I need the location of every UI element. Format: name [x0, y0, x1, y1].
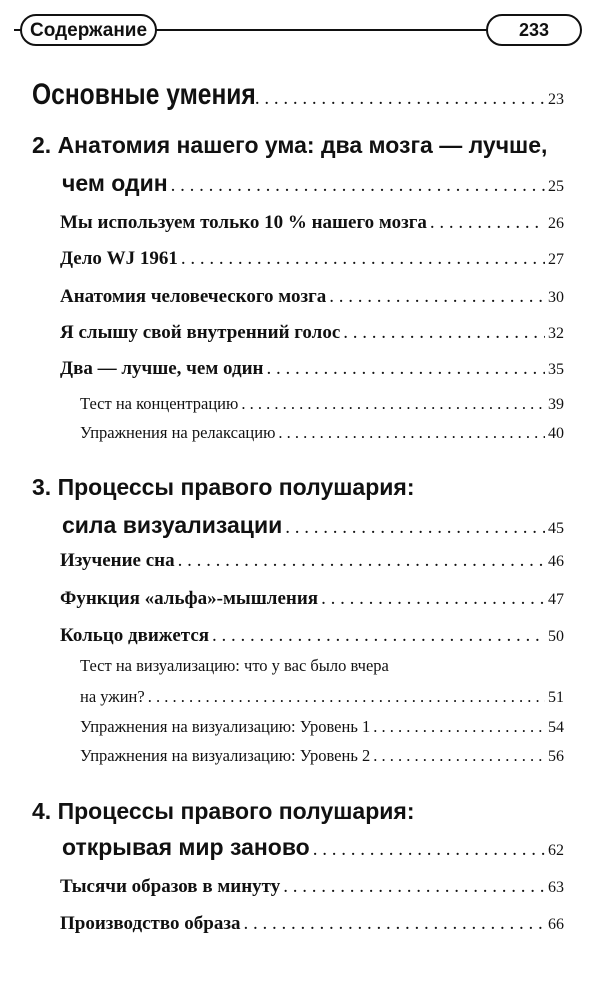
- toc-leader: [212, 625, 545, 647]
- toc-section-entry: [60, 248, 564, 270]
- toc-section-title: Два — лучше, чем один: [60, 358, 264, 379]
- toc-subsection-entry: [80, 717, 564, 737]
- toc-chapter-entry: [62, 834, 564, 861]
- toc-leader: [148, 687, 545, 707]
- toc-section-title: Изучение сна: [60, 550, 175, 571]
- toc-section-title: Производство образа: [60, 913, 241, 934]
- toc-leader: [181, 248, 545, 270]
- toc-section-title: Мы используем только 10 % нашего мозга: [60, 212, 427, 233]
- toc-subsection-title: Тест на концентрацию: [80, 394, 239, 413]
- toc-section-title: Анатомия человеческого мозга: [60, 286, 327, 307]
- toc-page-number: 47: [548, 591, 564, 608]
- toc-chapter-title-cont: чем один: [62, 170, 168, 196]
- toc-chapter-entry: [62, 512, 564, 539]
- toc-subsection-title: Упражнения на визуализацию: Уровень 2: [80, 746, 371, 765]
- toc-chapter-entry: [62, 170, 564, 197]
- toc-section-title: Дело WJ 1961: [60, 248, 178, 269]
- toc-section-title: Тысячи образов в минуту: [60, 876, 281, 897]
- toc-section-entry: [60, 625, 564, 647]
- toc-section-entry: [60, 876, 564, 898]
- toc-chapter-title: 3. Процессы правого полушария:: [32, 474, 415, 500]
- toc-page-number: 25: [548, 178, 564, 195]
- toc-chapter-title-cont: сила визуализации: [62, 512, 283, 538]
- toc-leader: [343, 322, 545, 344]
- toc-subsection-title: Упражнения на релаксацию: [80, 423, 276, 442]
- toc-section-title: Функция «альфа»-мышления: [60, 588, 319, 609]
- toc-leader: [243, 913, 545, 935]
- toc-page-number: 50: [548, 628, 564, 645]
- toc-section-entry: [60, 913, 564, 935]
- toc-page-number: 26: [548, 215, 564, 232]
- toc-page-number: 39: [548, 396, 564, 413]
- toc-leader: [255, 88, 545, 110]
- toc-part-title: Основные умения: [32, 78, 256, 111]
- toc-page-number: 30: [548, 289, 564, 306]
- toc-page-number: 27: [548, 251, 564, 268]
- toc-page-number: 51: [548, 689, 564, 706]
- toc-section-entry: [60, 550, 564, 572]
- toc-leader: [266, 358, 545, 380]
- toc-section-entry: [60, 212, 564, 234]
- toc-subsection-entry: [80, 423, 564, 443]
- toc-subsection-entry: [80, 687, 564, 707]
- toc-page-number: 63: [548, 879, 564, 896]
- toc-leader: [373, 717, 545, 737]
- toc-page-number: 46: [548, 553, 564, 570]
- toc-leader: [178, 550, 545, 572]
- toc-subsection-title-cont: на ужин?: [80, 687, 145, 706]
- toc-leader: [285, 517, 545, 539]
- toc-chapter-title: 2. Анатомия нашего ума: два мозга — лучше,: [32, 132, 548, 158]
- toc-chapter-title-cont: открывая мир заново: [62, 834, 310, 860]
- toc-page-number: 56: [548, 748, 564, 765]
- toc-section-title: Я слышу свой внутренний голос: [60, 322, 341, 343]
- toc-section-entry: [60, 286, 564, 308]
- toc-leader: [278, 423, 545, 443]
- toc-leader: [171, 175, 545, 197]
- toc-leader: [241, 394, 545, 414]
- toc-subsection-entry: [80, 394, 564, 414]
- toc-section-title: Кольцо движется: [60, 625, 210, 646]
- page-number: 233: [486, 14, 582, 46]
- toc-subsection-title: Упражнения на визуализацию: Уровень 1: [80, 717, 371, 736]
- toc-leader: [373, 746, 545, 766]
- toc-section-entry: [60, 588, 564, 610]
- toc-page-number: 23: [548, 91, 564, 108]
- toc-leader: [313, 839, 545, 861]
- toc-subsection-title: Тест на визуализацию: что у вас было вчера: [80, 656, 389, 675]
- toc-page-number: 35: [548, 361, 564, 378]
- toc-page-number: 32: [548, 325, 564, 342]
- toc-leader: [430, 212, 545, 234]
- toc-section-entry: [60, 322, 564, 344]
- toc-part-entry: [32, 78, 564, 112]
- toc-leader: [283, 876, 545, 898]
- toc-chapter-title: 4. Процессы правого полушария:: [32, 798, 415, 824]
- toc-section-entry: [60, 358, 564, 380]
- toc-page-number: 62: [548, 842, 564, 859]
- toc-page-number: 40: [548, 425, 564, 442]
- toc-leader: [329, 286, 545, 308]
- toc-leader: [321, 588, 545, 610]
- toc-page-number: 66: [548, 916, 564, 933]
- toc-subsection-entry: [80, 746, 564, 766]
- toc-page-number: 54: [548, 719, 564, 736]
- running-header-label: Содержание: [20, 14, 157, 46]
- toc-page-number: 45: [548, 520, 564, 537]
